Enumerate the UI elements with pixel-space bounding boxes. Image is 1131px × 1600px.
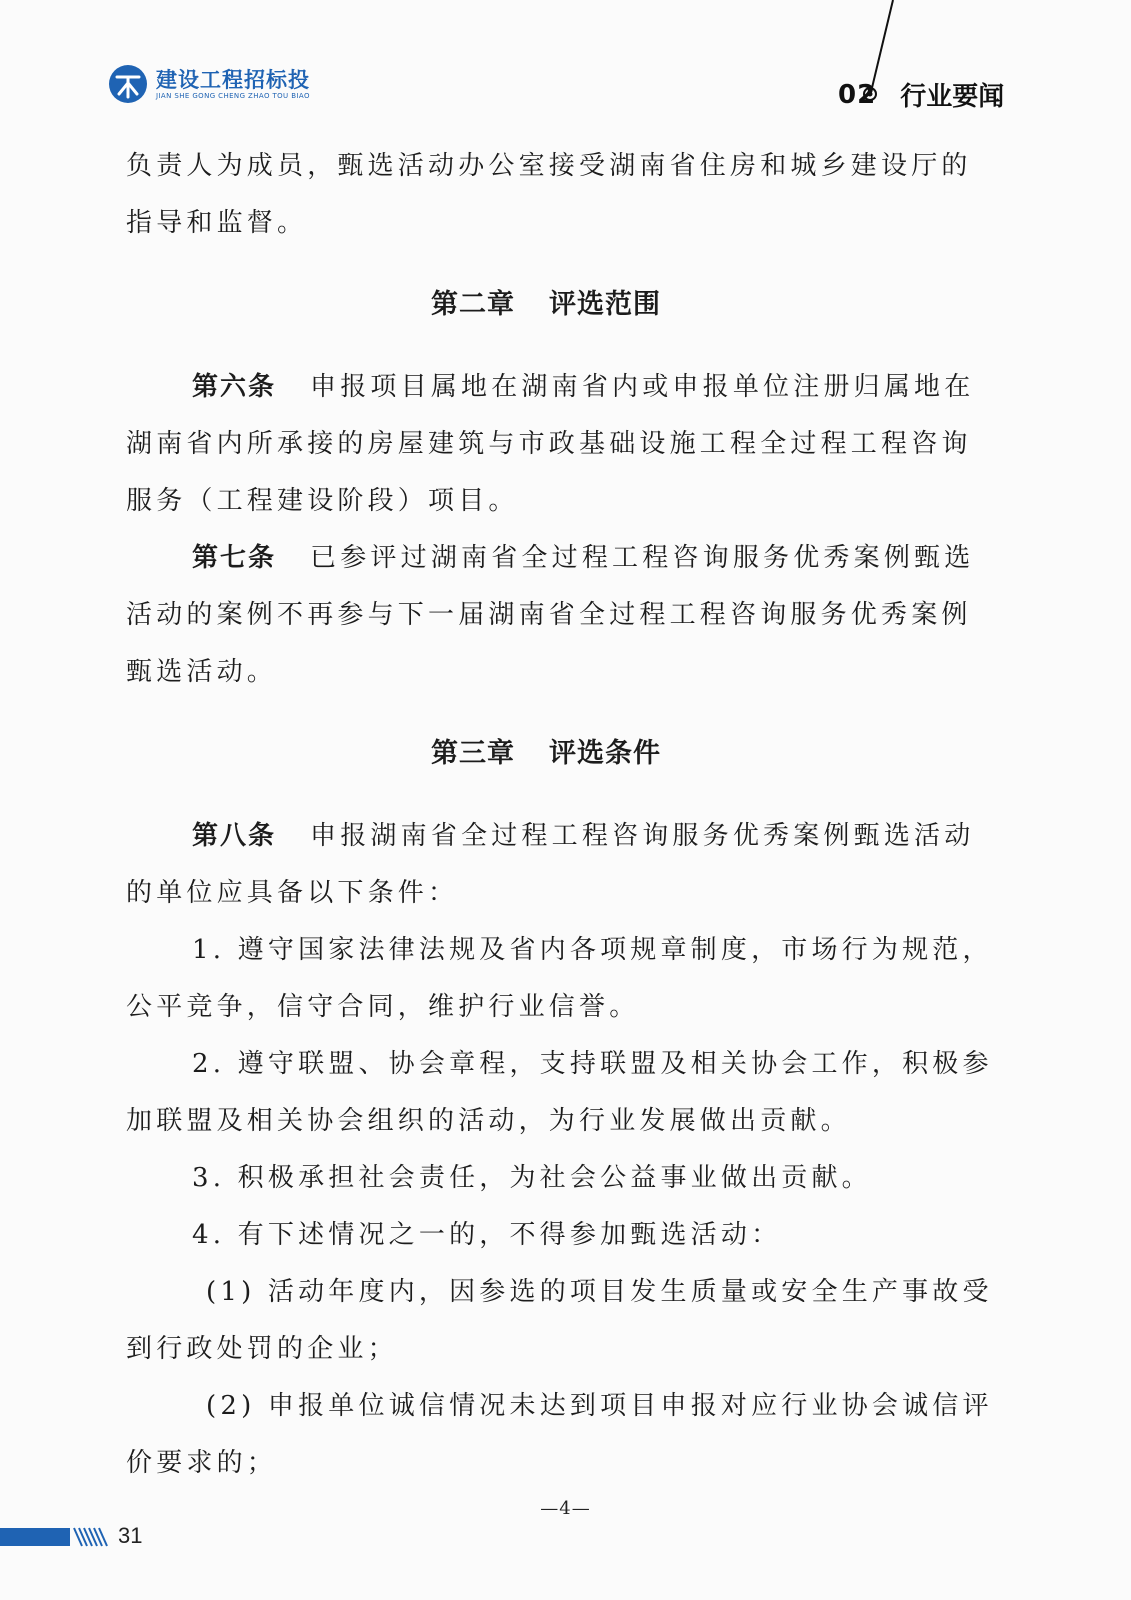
brand-badge-icon	[108, 64, 148, 104]
intro-line-1: 负责人为成员，甄选活动办公室接受湖南省住房和城乡建设厅的	[126, 151, 972, 181]
page-footer	[0, 1516, 200, 1556]
page-header	[0, 0, 1131, 130]
chapter-2-title: 评选范围	[549, 289, 661, 320]
item-4-line-1: 4. 有下述情况之一的，不得参加甄选活动：	[192, 1220, 782, 1250]
item-2-line-2: 加联盟及相关协会组织的活动，为行业发展做出贡献。	[126, 1106, 851, 1136]
sub-item-2-line-2: 价要求的；	[126, 1448, 278, 1478]
chapter-2-number: 第二章	[431, 289, 515, 320]
document-page-number: —4—	[540, 1498, 591, 1519]
article-7-text-1: 已参评过湖南省全过程工程咨询服务优秀案例甄选	[310, 543, 975, 573]
brand-name: 建设工程招标投	[156, 67, 310, 92]
article-6-line-1	[126, 359, 975, 416]
footer-stripe-bar	[0, 1526, 115, 1548]
item-1-line-1: 1. 遵守国家法律法规及省内各项规章制度，市场行为规范，	[192, 935, 993, 965]
article-6-line-2: 湖南省内所承接的房屋建筑与市政基础设施工程全过程工程咨询	[126, 429, 972, 459]
article-8-text-1: 申报湖南省全过程工程咨询服务优秀案例甄选活动	[310, 821, 975, 851]
article-6-text-1: 申报项目属地在湖南省内或申报单位注册归属地在	[310, 372, 975, 402]
item-3-line-1: 3. 积极承担社会责任，为社会公益事业做出贡献。	[192, 1163, 872, 1193]
magazine-page-number: 31	[118, 1523, 143, 1548]
article-7-line-1	[126, 530, 975, 587]
article-8-line-1	[126, 808, 975, 865]
article-8-label: 第八条	[192, 821, 277, 851]
sub-item-1-line-1: (1) 活动年度内，因参选的项目发生质量或安全生产事故受	[206, 1277, 993, 1307]
chapter-3-heading	[126, 725, 966, 782]
article-8-line-2: 的单位应具备以下条件：	[126, 878, 459, 908]
section-number: 02	[838, 79, 877, 110]
document-body	[126, 138, 993, 1492]
intro-line-2: 指导和监督。	[126, 208, 308, 238]
article-7-line-3: 甄选活动。	[126, 657, 278, 687]
section-heading	[838, 76, 1004, 113]
article-7-line-2: 活动的案例不再参与下一届湖南省全过程工程咨询服务优秀案例	[126, 600, 972, 630]
article-6-line-3: 服务（工程建设阶段）项目。	[126, 486, 519, 516]
chapter-3-title: 评选条件	[549, 738, 661, 769]
item-2-line-1: 2. 遵守联盟、协会章程，支持联盟及相关协会工作，积极参	[192, 1049, 993, 1079]
section-title: 行业要闻	[900, 82, 1005, 112]
brand-logo	[108, 64, 310, 104]
sub-item-1-line-2: 到行政处罚的企业；	[126, 1334, 398, 1364]
article-7-label: 第七条	[192, 543, 277, 573]
article-6-label: 第六条	[192, 372, 277, 402]
chapter-3-number: 第三章	[431, 738, 515, 769]
brand-pinyin: JIAN SHE GONG CHENG ZHAO TOU BIAO	[156, 91, 310, 100]
item-1-line-2: 公平竞争，信守合同，维护行业信誉。	[126, 992, 640, 1022]
chapter-2-heading	[126, 276, 966, 333]
sub-item-2-line-1: (2) 申报单位诚信情况未达到项目申报对应行业协会诚信评	[206, 1391, 993, 1421]
